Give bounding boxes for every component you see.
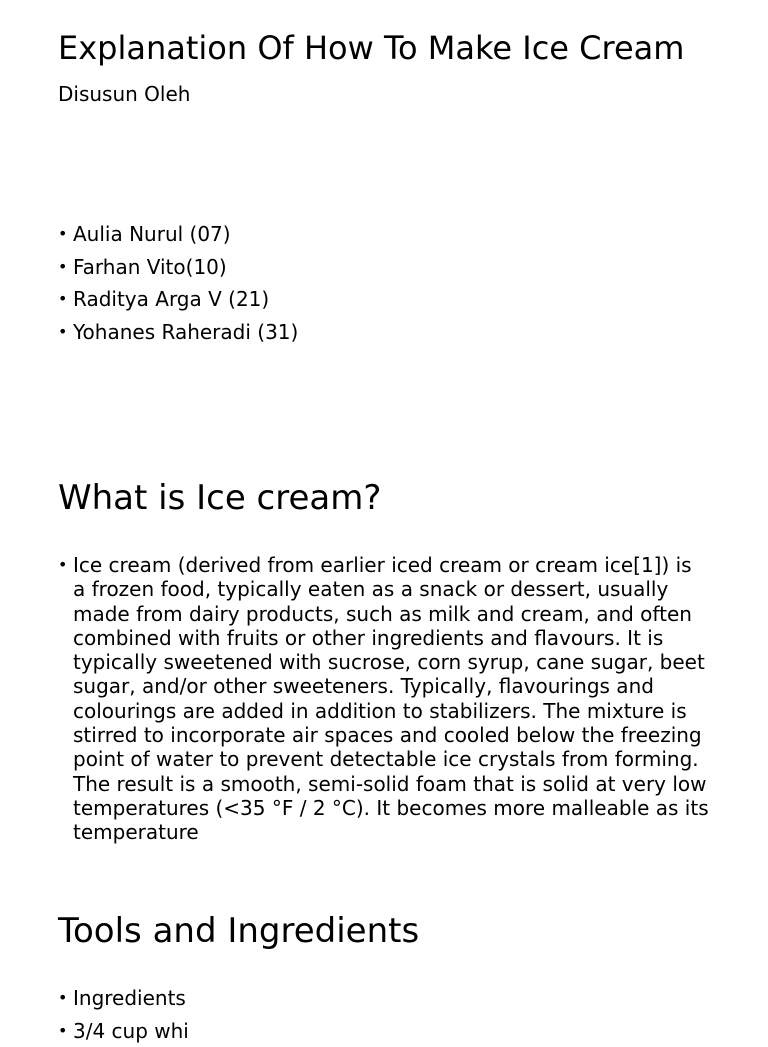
subtitle: Disusun Oleh xyxy=(58,82,710,106)
member-list-container xyxy=(58,218,710,348)
ingredient-item: 3/4 cup whi xyxy=(73,1019,189,1043)
paragraph-text: Ice cream (derived from earlier iced cream or cream ice[1]) is a frozen food, typically eaten as a snack or dessert, usually made from dairy products, such as milk and cream, and often combined with fruits or other ingredients and flavours. It is typically sweetened with sucrose, corn syrup, cane sugar, beet sugar, and/or other sweeteners. Typically, flavourings and colourings are added in addition to stabilizers. The mixture is stirred to incorporate air spaces and cooled below the freezing point of water to prevent detectable ice crystals from forming. The result is a smooth, semi-solid foam that is solid at very low temperatures (<35 °F / 2 °C). It becomes more malleable as its temperature xyxy=(73,553,709,844)
list-item xyxy=(58,218,710,251)
bullet-icon: • xyxy=(58,218,67,251)
slide-what-is-ice-cream xyxy=(58,478,710,518)
bullet-icon: • xyxy=(58,316,67,349)
bullet-icon: • xyxy=(58,251,67,284)
member-list xyxy=(58,218,710,348)
ingredients-list xyxy=(58,982,710,1047)
ingredient-heading: Ingredients xyxy=(73,986,186,1010)
list-item xyxy=(58,251,710,284)
section-title: What is Ice cream? xyxy=(58,478,710,518)
list-item xyxy=(58,982,710,1015)
ingredients-list-container xyxy=(58,982,710,1047)
list-item xyxy=(58,316,710,349)
section-title: Tools and Ingredients xyxy=(58,911,710,951)
list-item xyxy=(58,283,710,316)
member-name: Farhan Vito(10) xyxy=(73,255,227,279)
list-item xyxy=(58,1015,710,1047)
bullet-icon: • xyxy=(58,283,67,316)
presentation-title: Explanation Of How To Make Ice Cream xyxy=(58,30,710,66)
bullet-icon: • xyxy=(58,553,67,577)
bullet-icon: • xyxy=(58,982,67,1015)
member-name: Aulia Nurul (07) xyxy=(73,222,231,246)
paragraph-list xyxy=(58,553,710,845)
slide-title xyxy=(58,30,710,106)
member-name: Yohanes Raheradi (31) xyxy=(73,320,298,344)
bullet-icon: • xyxy=(58,1015,67,1047)
paragraph-container xyxy=(58,553,710,864)
list-item xyxy=(58,553,710,845)
slide-tools-ingredients xyxy=(58,911,710,951)
member-name: Raditya Arga V (21) xyxy=(73,287,269,311)
